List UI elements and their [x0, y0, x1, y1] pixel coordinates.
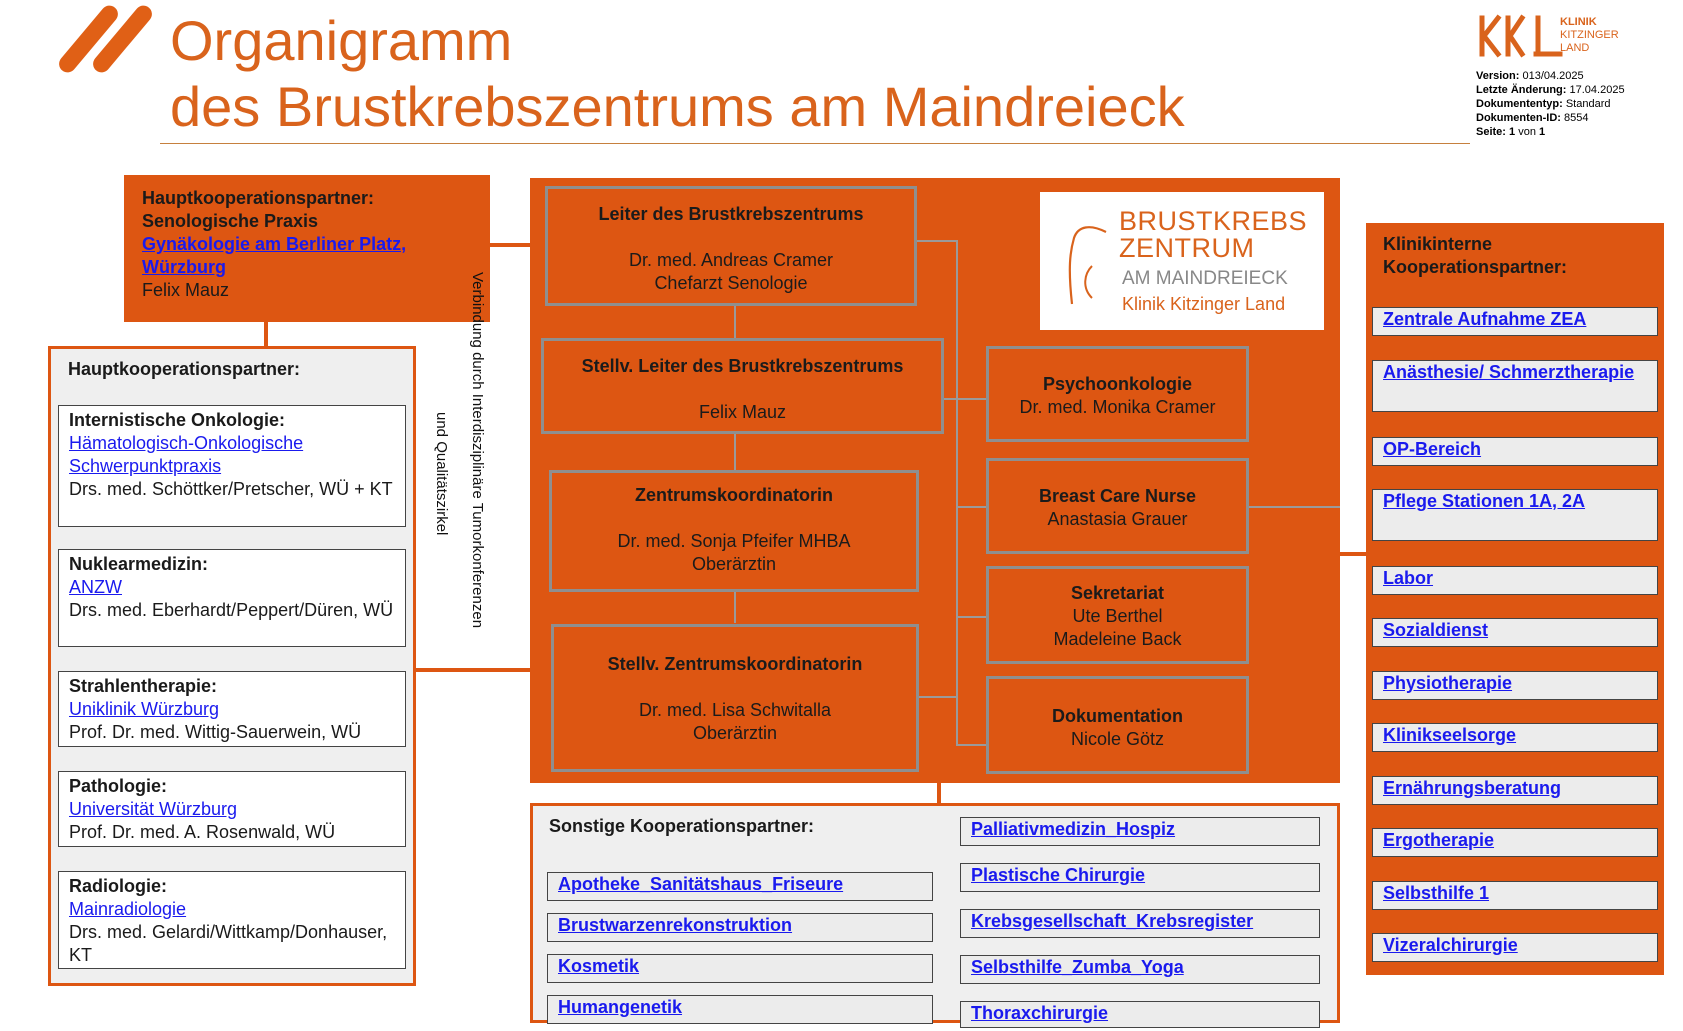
link-strahlentherapie[interactable]: Uniklinik Würzburg	[69, 699, 220, 719]
breast-care-nurse-box: Breast Care Nurse Anastasia Grauer	[986, 458, 1249, 554]
koordinatorin-box: Zentrumskoordinatorin Dr. med. Sonja Pfeifer MHBA Oberärztin	[549, 470, 919, 592]
tree-line-sekretariat	[958, 616, 986, 618]
stellv-leiter-box: Stellv. Leiter des Brustkrebszentrums Felix Mauz	[541, 338, 944, 434]
brustkrebszentrum-logo: BRUSTKREBS ZENTRUM AM MAINDREIECK Klinik Kitzinger Land	[1040, 192, 1324, 330]
partner-box-nuklearmedizin: Nuklearmedizin: ANZW Drs. med. Eberhardt/Peppert/Düren, WÜ	[58, 549, 406, 647]
bottom-item-humangenetik[interactable]: Humangenetik	[547, 995, 933, 1024]
main-partner-person: Felix Mauz	[142, 280, 230, 300]
partner-box-radiologie: Radiologie: Mainradiologie Drs. med. Gelardi/Wittkamp/Donhauser, KT	[58, 871, 406, 969]
partner-box-onkologie: Internistische Onkologie: Hämatologisch-Onkologische Schwerpunktpraxis Drs. med. Schöttker/Pretscher, WÜ + KT	[58, 405, 406, 527]
bottom-item-thoraxchirurgie[interactable]: Thoraxchirurgie	[960, 1001, 1320, 1028]
ribbon-logo-icon	[1054, 204, 1114, 324]
link-nuklearmedizin[interactable]: ANZW	[69, 577, 122, 597]
dokumentation-box: Dokumentation Nicole Götz	[986, 676, 1249, 774]
title-line-2: des Brustkrebszentrums am Maindreieck	[170, 75, 1185, 138]
bottom-item-selbsthilfe[interactable]: Selbsthilfe_Zumba_Yoga	[960, 955, 1320, 984]
tree-line-psycho	[958, 398, 986, 400]
right-item-op-bereich[interactable]: OP-Bereich	[1372, 437, 1658, 466]
bottom-item-kosmetik[interactable]: Kosmetik	[547, 954, 933, 983]
right-item-labor[interactable]: Labor	[1372, 566, 1658, 595]
kkl-logo-icon	[1478, 10, 1568, 60]
bottom-item-plastische[interactable]: Plastische Chirurgie	[960, 863, 1320, 892]
tree-line-stellv	[944, 398, 958, 400]
bottom-item-brustwarzen[interactable]: Brustwarzenrekonstruktion	[547, 913, 933, 942]
sekretariat-box: Sekretariat Ute Berthel Madeleine Back	[986, 566, 1249, 664]
connector-left-panel-right	[416, 668, 530, 672]
link-onkologie[interactable]: Hämatologisch-Onkologische Schwerpunktpraxis	[69, 433, 304, 476]
link-radiologie[interactable]: Mainradiologie	[69, 899, 187, 919]
main-partner-heading: Hauptkooperationspartner:	[142, 188, 375, 208]
stellv-koordinatorin-box: Stellv. Zentrumskoordinatorin Dr. med. Lisa Schwitalla Oberärztin	[551, 624, 919, 772]
right-item-pflege[interactable]: Pflege Stationen 1A, 2A	[1372, 489, 1658, 541]
left-panel-heading: Hauptkooperationspartner:	[68, 359, 301, 379]
right-item-selbsthilfe[interactable]: Selbsthilfe 1	[1372, 881, 1658, 910]
tree-line-nurse	[958, 506, 986, 508]
connector-top-partner-down	[264, 320, 268, 348]
tree-line-right-trunk	[956, 240, 958, 746]
main-partner-link[interactable]: Gynäkologie am Berliner Platz, Würzburg	[142, 234, 407, 277]
kkl-logo-text: KLINIK KITZINGER LAND	[1560, 16, 1619, 54]
bottom-item-apotheke[interactable]: Apotheke_Sanitätshaus_Friseure	[547, 872, 933, 901]
partner-box-pathologie: Pathologie: Universität Würzburg Prof. Dr. med. A. Rosenwald, WÜ	[58, 771, 406, 847]
right-item-klinikseelsorge[interactable]: Klinikseelsorge	[1372, 723, 1658, 752]
bottom-item-palliativ[interactable]: Palliativmedizin_Hospiz	[960, 817, 1320, 846]
bottom-panel-heading: Sonstige Kooperationspartner:	[549, 816, 815, 836]
tree-line-right-panel	[1248, 506, 1340, 508]
partner-box-strahlentherapie: Strahlentherapie: Uniklinik Würzburg Prof. Dr. med. Wittig-Sauerwein, WÜ	[58, 671, 406, 747]
right-item-zea[interactable]: Zentrale Aufnahme ZEA	[1372, 307, 1658, 336]
title-line-1: Organigramm	[170, 9, 513, 72]
right-item-ergotherapie[interactable]: Ergotherapie	[1372, 828, 1658, 857]
left-partner-panel	[48, 346, 416, 986]
right-item-anaesthesie[interactable]: Anästhesie/ Schmerztherapie	[1372, 360, 1658, 412]
tree-line-top	[916, 240, 958, 242]
psychoonkologie-box: Psychoonkologie Dr. med. Monika Cramer	[986, 346, 1249, 442]
connector-center-bottom	[937, 783, 941, 805]
connector-right-panel	[1340, 552, 1366, 556]
link-pathologie[interactable]: Universität Würzburg	[69, 799, 238, 819]
page-title	[170, 8, 1185, 140]
tree-line-stellv-koord	[918, 696, 958, 698]
leiter-box: Leiter des Brustkrebszentrums Dr. med. Andreas Cramer Chefarzt Senologie	[545, 186, 917, 306]
right-item-ernaehrungsberatung[interactable]: Ernährungsberatung	[1372, 776, 1658, 805]
main-partner-subheading: Senologische Praxis	[142, 211, 319, 231]
connector-top-partner-right	[488, 243, 530, 247]
bottom-item-krebsgesellschaft[interactable]: Krebsgesellschaft_Krebsregister	[960, 909, 1320, 938]
brand-slashes-icon	[60, 8, 160, 70]
right-panel-heading: Klinikinterne Kooperationspartner:	[1383, 234, 1568, 277]
document-meta: Version: 013/04.2025 Letzte Änderung: 17.04.2025 Dokumententyp: Standard Dokumenten-ID: 8554 Seite: 1 von 1	[1476, 70, 1625, 138]
right-item-vizeralchirurgie[interactable]: Vizeralchirurgie	[1372, 933, 1658, 962]
tree-line-doku	[958, 744, 986, 746]
main-partner-box	[124, 175, 490, 322]
right-item-sozialdienst[interactable]: Sozialdienst	[1372, 618, 1658, 647]
right-item-physiotherapie[interactable]: Physiotherapie	[1372, 671, 1658, 700]
title-rule	[160, 143, 1470, 144]
